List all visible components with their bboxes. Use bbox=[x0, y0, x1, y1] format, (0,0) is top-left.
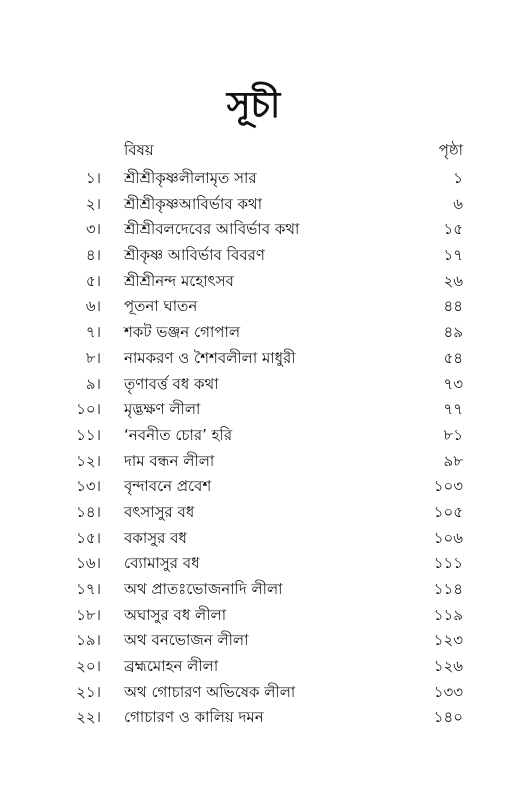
toc-entry-number: ১৩। bbox=[76, 477, 101, 496]
toc-entry-page: ১৫ bbox=[443, 220, 463, 239]
toc-entry bbox=[0, 192, 507, 218]
toc-entry bbox=[0, 654, 507, 680]
toc-entry-number: ৫। bbox=[85, 271, 101, 290]
column-header-subject: বিষয় bbox=[124, 141, 154, 159]
toc-entry-page: ১২৬ bbox=[433, 657, 463, 676]
toc-entry-page: ১২৩ bbox=[433, 631, 463, 650]
toc-entry bbox=[0, 500, 507, 526]
toc-entry-number: ১৬। bbox=[76, 554, 101, 573]
toc-entry bbox=[0, 680, 507, 706]
toc-entry-number: ১২। bbox=[76, 451, 101, 470]
toc-entry-title: শ্রীশ্রীকৃষ্ণআবির্ভাব কথা bbox=[124, 194, 263, 213]
toc-entry-page: ৭৩ bbox=[443, 374, 463, 393]
toc-entry bbox=[0, 526, 507, 552]
toc-entry-title: তৃণাবর্ত্ত বধ কথা bbox=[124, 374, 219, 393]
toc-entry-page: ৯৮ bbox=[443, 451, 463, 470]
page-title: সূচী bbox=[226, 85, 281, 126]
toc-entry-title: শ্রীশ্রীবলদেবের আবির্ভাব কথা bbox=[124, 220, 300, 239]
toc-entry-page: ২৬ bbox=[443, 271, 463, 290]
toc-entry-number: ৪। bbox=[85, 246, 101, 265]
toc-entry bbox=[0, 166, 507, 192]
toc-entry-title: বকাসুর বধ bbox=[124, 528, 187, 547]
toc-entry-page: ৭৭ bbox=[443, 400, 463, 419]
toc-entry-title: শ্রীশ্রীনন্দ মহোৎসব bbox=[124, 271, 234, 290]
toc-list bbox=[0, 166, 507, 731]
toc-entry-page: ৮১ bbox=[443, 425, 463, 444]
toc-entry bbox=[0, 628, 507, 654]
toc-entry-title: ব্যোমাসুর বধ bbox=[124, 554, 200, 573]
toc-entry-page: ৫৪ bbox=[443, 348, 463, 367]
toc-entry-number: ৯। bbox=[85, 374, 101, 393]
toc-entry-title: বৃন্দাবনে প্রবেশ bbox=[124, 477, 212, 496]
toc-entry bbox=[0, 705, 507, 731]
toc-entry-title: শ্রীশ্রীকৃষ্ণলীলামৃত সার bbox=[124, 169, 257, 187]
toc-entry-title: শ্রীকৃষ্ণ আবির্ভাব বিবরণ bbox=[124, 246, 265, 265]
toc-entry-number: ৬। bbox=[85, 297, 101, 316]
toc-entry-page: ১৩৩ bbox=[433, 682, 463, 701]
toc-entry-page: ১৭ bbox=[443, 246, 463, 265]
toc-entry-page: ১ bbox=[453, 169, 463, 187]
toc-entry-page: ১১৯ bbox=[433, 605, 463, 624]
toc-entry bbox=[0, 269, 507, 295]
toc-entry-number: ১৫। bbox=[76, 528, 101, 547]
toc-entry-page: ১০৫ bbox=[433, 502, 463, 521]
toc-entry-title: অথ প্রাতঃভোজনাদি লীলা bbox=[124, 580, 283, 598]
toc-entry bbox=[0, 577, 507, 603]
toc-entry-title: শকট ভঞ্জন গোপাল bbox=[124, 323, 240, 342]
toc-entry bbox=[0, 372, 507, 398]
toc-entry bbox=[0, 294, 507, 320]
toc-entry bbox=[0, 217, 507, 243]
toc-entry-title: মৃদ্ভক্ষণ লীলা bbox=[124, 400, 201, 419]
toc-entry bbox=[0, 603, 507, 629]
toc-entry-number: ১৯। bbox=[76, 631, 101, 650]
toc-entry-page: ১১৪ bbox=[433, 580, 463, 598]
toc-entry-page: ১১১ bbox=[433, 554, 463, 573]
toc-entry-title: ব্রহ্মমোহন লীলা bbox=[124, 657, 219, 676]
toc-entry-page: ১০৬ bbox=[433, 528, 463, 547]
toc-entry-number: ৮। bbox=[85, 348, 101, 367]
toc-entry bbox=[0, 551, 507, 577]
toc-entry-page: ১৪০ bbox=[433, 708, 463, 727]
toc-entry-number: ১। bbox=[85, 169, 101, 187]
toc-entry-title: বৎসাসুর বধ bbox=[124, 502, 195, 521]
toc-entry-title: গোচারণ ও কালিয় দমন bbox=[124, 708, 264, 727]
toc-entry-number: ৭। bbox=[85, 323, 101, 342]
toc-entry-title: অঘাসুর বধ লীলা bbox=[124, 605, 227, 624]
toc-entry-page: ৪৪ bbox=[443, 297, 463, 316]
toc-entry bbox=[0, 320, 507, 346]
toc-entry-page: ৪৯ bbox=[443, 323, 463, 342]
toc-entry-title: পূতনা ঘাতন bbox=[124, 297, 198, 316]
toc-entry-number: ১৪। bbox=[76, 502, 101, 521]
toc-entry bbox=[0, 449, 507, 475]
toc-entry-number: ১০। bbox=[76, 400, 101, 419]
toc-entry-title: অথ গোচারণ অভিষেক লীলা bbox=[124, 682, 296, 701]
toc-entry-page: ১০৩ bbox=[433, 477, 463, 496]
toc-entry-number: ৩। bbox=[85, 220, 101, 239]
toc-entry-number: ২২। bbox=[76, 708, 101, 727]
toc-entry bbox=[0, 346, 507, 372]
toc-entry-title: অথ বনভোজন লীলা bbox=[124, 631, 249, 650]
toc-entry-title: ‘নবনীত চোর’ হরি bbox=[124, 425, 233, 444]
toc-entry bbox=[0, 423, 507, 449]
toc-entry bbox=[0, 474, 507, 500]
column-header-page: পৃষ্ঠা bbox=[438, 141, 463, 159]
toc-entry-number: ২১। bbox=[76, 682, 101, 701]
toc-entry bbox=[0, 397, 507, 423]
toc-entry bbox=[0, 243, 507, 269]
toc-entry-page: ৬ bbox=[453, 194, 463, 213]
toc-entry-title: দাম বন্ধন লীলা bbox=[124, 451, 215, 470]
toc-entry-title: নামকরণ ও শৈশবলীলা মাধুরী bbox=[124, 348, 296, 367]
toc-entry-number: ১৮। bbox=[76, 605, 101, 624]
toc-entry-number: ২। bbox=[85, 194, 101, 213]
toc-entry-number: ১৭। bbox=[76, 580, 101, 598]
toc-entry-number: ২০। bbox=[76, 657, 101, 676]
toc-entry-number: ১১। bbox=[76, 425, 101, 444]
